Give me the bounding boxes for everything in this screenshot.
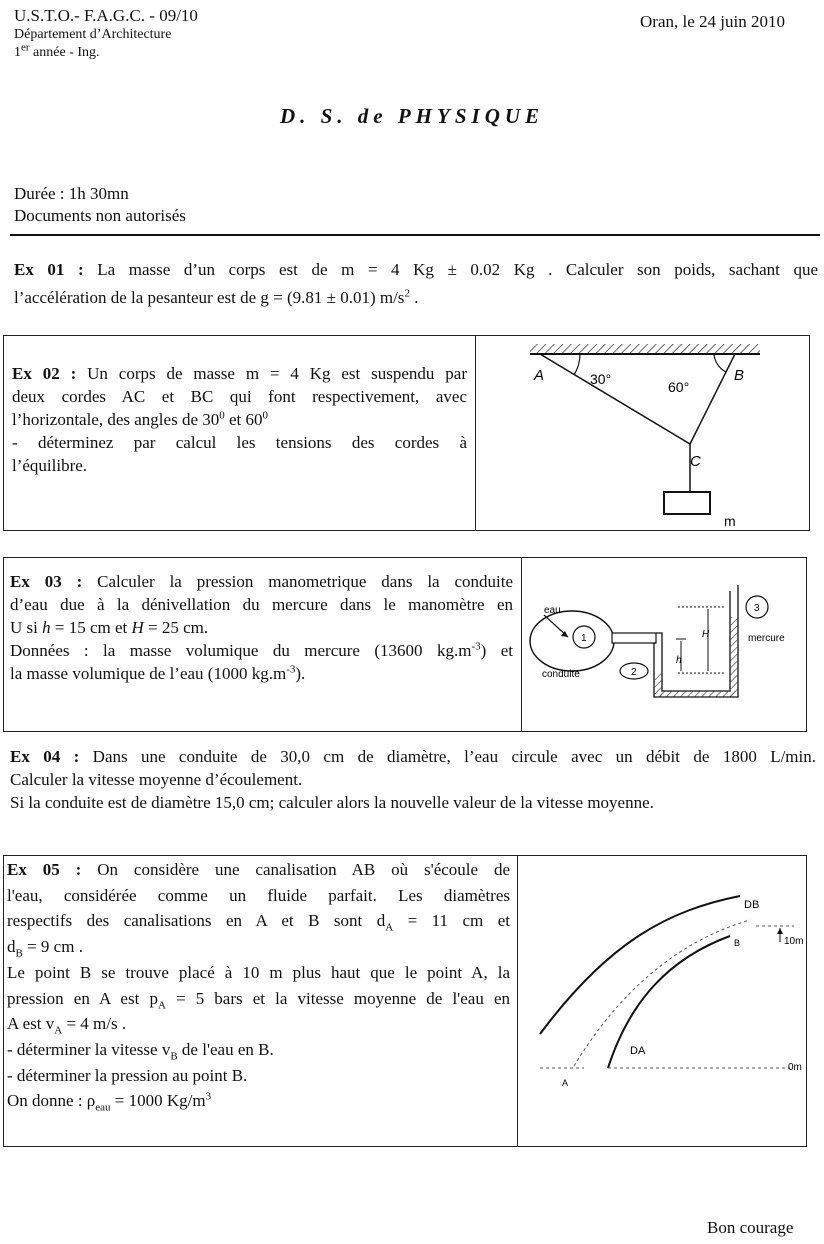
angle-60: 60° xyxy=(668,379,690,395)
svg-text:3: 3 xyxy=(754,603,760,614)
ex01-mass: m = 4 Kg ± 0.02 Kg xyxy=(341,260,535,279)
department: Département d’Architecture xyxy=(14,27,172,42)
ex02-text: Ex 02 : Un corps de masse m = 4 Kg est suspendu par deux cordes AC et BC qui font respectivement, avec l’horizontale, des angles de $30^0$ et $60^0$ - déterminez par calcul les tensions des cordes à l’équilibre. xyxy=(12,364,468,475)
label-a: A xyxy=(534,367,545,384)
ex02-figure xyxy=(490,340,790,530)
page-title: D. S. de PHYSIQUE xyxy=(279,104,545,128)
label-10m: 10m xyxy=(784,936,804,947)
pipe-section xyxy=(530,611,614,671)
ex02-label: Ex 02 : xyxy=(12,364,77,383)
ceiling xyxy=(530,344,760,354)
ex05-text: Ex 05 : On considère une canalisation AB où s'écoule de l'eau, considérée comme un fluide parfait. Les diamètres respectifs des canalisations en A et B sont $d_A = 11$ cm et $d_B = 9$ cm . Le point B se trouve placé à 10 m plus haut que le point A, la pression en A est $p_A = 5$ bars et la vitesse moyenne de l'eau en A est $v_A = 4$ m/s . - déterminer la vitesse $v_B$ de l'eau en B. - déterminer la pression au point B. On donne : $\rho_{eau} = 1000$ $Kg/m^3$ xyxy=(7,860,511,1114)
ex04-label: Ex 04 : xyxy=(10,747,80,766)
label-eau: eau xyxy=(544,605,561,616)
ex05-figure xyxy=(530,880,806,1110)
mercury-column xyxy=(730,617,738,697)
ex03-figure xyxy=(526,575,802,727)
institution: U.S.T.O.- F.A.G.C. - 09/10 xyxy=(14,6,198,25)
label-b: B xyxy=(734,938,741,948)
ex03-text: Ex 03 : Calculer la pression manometrique dans la conduite d’eau due à la dénivellation du mercure dans le manomètre en U si h = 15 cm et H = 25 cm. Données : la masse volumique du mercure (13600 $kg.m^{-3}$) et la masse volumique de l’eau (1000 $kg.m^{-3}$). xyxy=(10,572,514,683)
ex04: Ex 04 : Dans une conduite de 30,0 cm de diamètre, l’eau circule avec un débit de 1800 L/min. Calculer la vitesse moyenne d’écoulement. Si la conduite est de diamètre 15,0 cm; calculer alors la nouvelle valeur de la vitesse moyenne. xyxy=(10,747,817,812)
angle-30: 30° xyxy=(590,371,612,387)
documents-note: Documents non autorisés xyxy=(14,206,186,225)
svg-text:1: 1 xyxy=(581,633,587,644)
ex05-label: Ex 05 : xyxy=(7,860,82,879)
place-date: Oran, le 24 juin 2010 xyxy=(640,12,785,31)
label-c: C xyxy=(690,453,701,470)
ex01: Ex 01 : La masse d’un corps est de m = 4 Kg ± 0.02 Kg . Calculer son poids, sachant que l’accélération de la pesanteur est de g = (9.81 ± 0.01) $m/s^2$ . xyxy=(14,260,819,307)
rope-bc xyxy=(690,354,735,444)
ex01-label: Ex 01 : xyxy=(14,260,84,279)
label-b: B xyxy=(734,367,745,384)
ex01-g: g = (9.81 ± 0.01) $m/s^2$ xyxy=(260,287,410,307)
rope-ac xyxy=(540,354,690,444)
divider xyxy=(10,234,820,236)
label-mercure: mercure xyxy=(748,633,785,644)
ex03-label: Ex 03 : xyxy=(10,572,83,591)
label-h: h xyxy=(676,655,682,666)
streamline xyxy=(574,920,750,1066)
mass-block xyxy=(664,492,710,514)
closing: Bon courage xyxy=(707,1218,794,1237)
label-db: DB xyxy=(744,899,760,911)
label-da: DA xyxy=(630,1045,646,1057)
label-conduite: conduite xyxy=(542,669,580,680)
label-a: A xyxy=(562,1078,569,1088)
svg-text:2: 2 xyxy=(631,667,637,678)
pipe-lower-wall xyxy=(608,936,730,1068)
pipe-upper-wall xyxy=(540,896,740,1034)
year: 1er année - Ing. xyxy=(14,41,100,60)
label-H: H xyxy=(702,629,710,640)
duration: Durée : 1h 30mn xyxy=(14,184,129,203)
label-m: m xyxy=(724,513,736,529)
label-0m: 0m xyxy=(788,1062,802,1073)
